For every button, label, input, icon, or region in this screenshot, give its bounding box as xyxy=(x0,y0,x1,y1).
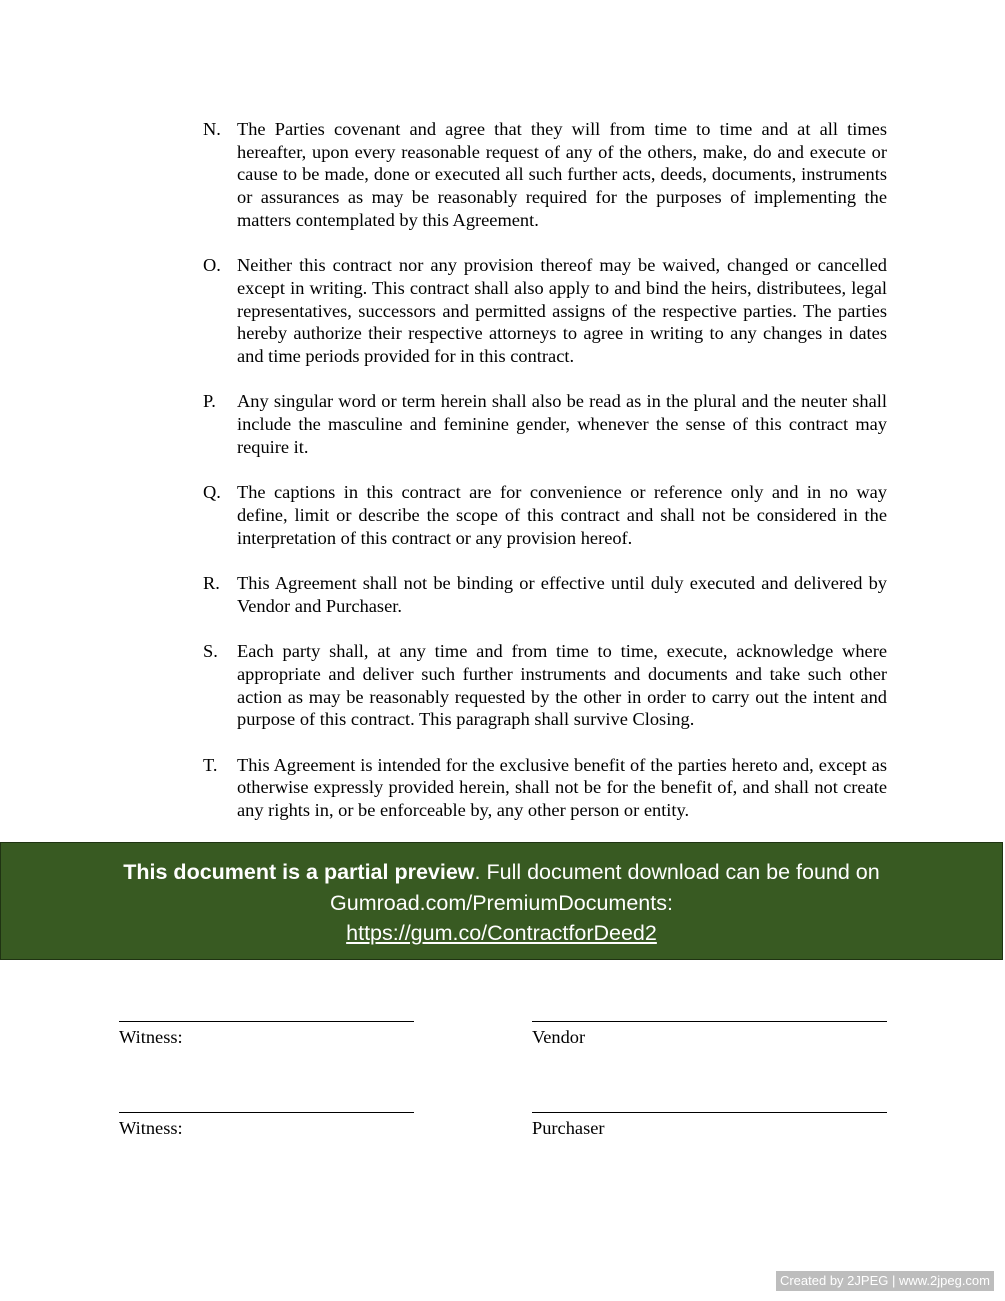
clause-text: The Parties covenant and agree that they will from time to time and at all times hereafter, upon every reasonable request of any of the others, make, do and execute or cause to be made, done or executed all such further acts, deeds, documents, instruments or assurances as may be reasonably required for the purposes of implementing the matters contemplated by this Agreement. xyxy=(237,119,887,230)
clause-letter: Q. xyxy=(203,482,221,503)
clause-q xyxy=(203,481,887,549)
witness2-label: Witness: xyxy=(119,1118,183,1138)
clause-p xyxy=(203,390,887,458)
clause-t xyxy=(203,754,887,822)
preview-banner xyxy=(0,842,1003,960)
watermark: Created by 2JPEG | www.2jpeg.com xyxy=(776,1271,994,1291)
vendor-signature-line xyxy=(532,1021,887,1022)
purchaser-label: Purchaser xyxy=(532,1118,605,1138)
clause-letter: T. xyxy=(203,754,218,775)
clause-s xyxy=(203,640,887,731)
clause-r xyxy=(203,572,887,617)
download-link[interactable]: https://gum.co/ContractforDeed2 xyxy=(346,921,657,945)
witness1-signature-line xyxy=(119,1021,414,1022)
witness1-label: Witness: xyxy=(119,1027,183,1047)
preview-notice-text: . Full document download can be found on Gumroad.com/PremiumDocuments: xyxy=(330,860,880,915)
witness2-signature-line xyxy=(119,1112,414,1113)
purchaser-signature-line xyxy=(532,1112,887,1113)
clause-letter: S. xyxy=(203,641,218,662)
clause-text: This Agreement is intended for the exclusive benefit of the parties hereto and, except as otherwise expressly provided herein, shall not be for the benefit of, and shall not create any rights in, or be enforceable by, any other person or entity. xyxy=(237,754,887,820)
clause-n xyxy=(203,118,887,232)
clause-text: This Agreement shall not be binding or effective until duly executed and delivered by Vendor and Purchaser. xyxy=(237,573,887,616)
preview-notice-bold: This document is a partial preview xyxy=(123,860,475,884)
clause-letter: N. xyxy=(203,119,221,139)
clause-text: Each party shall, at any time and from time to time, execute, acknowledge where appropriate and deliver such further instruments and documents and take such other action as may be reasonably requested by the other in order to carry out the intent and purpose of this contract. This paragraph shall survive Closing. xyxy=(237,641,887,730)
clause-letter: O. xyxy=(203,255,221,276)
clause-text: Any singular word or term herein shall also be read as in the plural and the neuter shall include the masculine and feminine gender, whenever the sense of this contract may require it. xyxy=(237,391,887,457)
clause-letter: R. xyxy=(203,573,220,593)
clause-o xyxy=(203,254,887,368)
vendor-label: Vendor xyxy=(532,1027,586,1047)
clause-text: Neither this contract nor any provision thereof may be waived, changed or cancelled except in writing. This contract shall also apply to and bind the heirs, distributees, legal representatives, successors and permitted assigns of the respective parties. The parties hereby authorize their respective attorneys to agree in writing to any changes in dates and time periods provided for in this contract. xyxy=(237,255,887,367)
clause-letter: P. xyxy=(203,391,216,412)
clause-text: The captions in this contract are for convenience or reference only and in no way define, limit or describe the scope of this contract and shall not be considered in the interpretation of this contract or any provision hereof. xyxy=(237,482,887,548)
clause-list xyxy=(203,118,887,844)
